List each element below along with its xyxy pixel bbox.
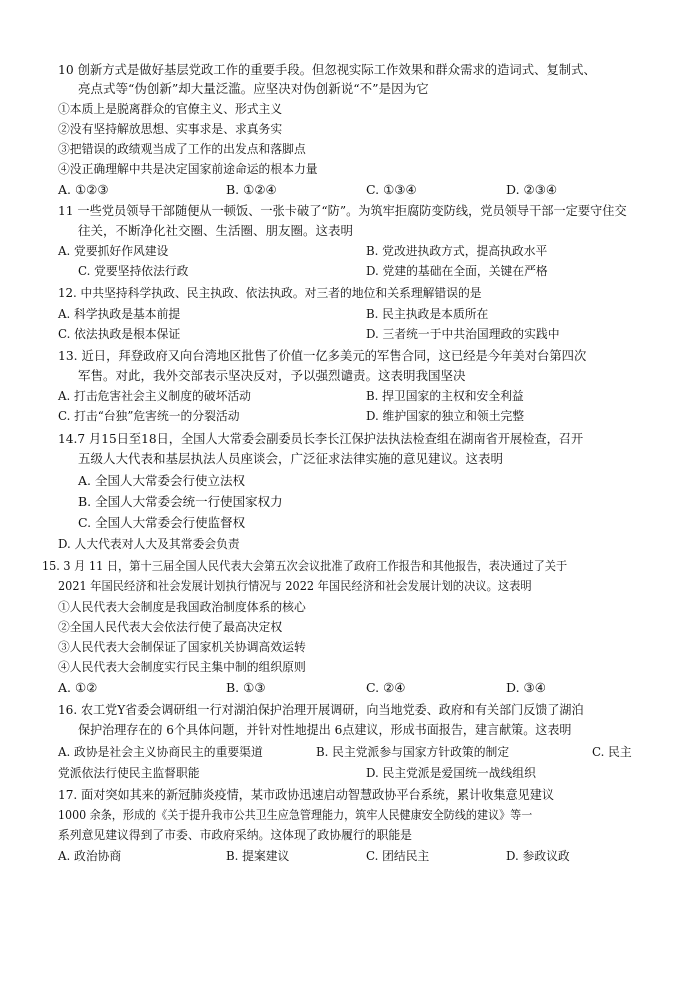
question-14-stem: 五级人大代表和基层执法人员座谈会，广泛征求法律实施的意见建议。这表明 (78, 451, 504, 466)
question-16-stem: 16. 农工党Y省委会调研组一行对湖泊保护治理开展调研，向当地党委、政府和有关部门反馈了湖泊 (58, 702, 584, 717)
option-d: D. 人大代表对人大及其常委会负责 (58, 537, 240, 551)
option-c: C. 打击“台独”危害统一的分裂活动 (58, 409, 240, 423)
question-10-statement: ②没有坚持解放思想、实事求是、求真务实 (58, 122, 283, 136)
question-14-stem: 14.7 月15日至18日，全国人大常委会副委员长李长江保护法执法检查组在湖南省开展检查，召开 (58, 431, 584, 446)
option-c: C. ②④ (366, 680, 406, 695)
option-c: C. 党要坚持依法行政 (78, 264, 189, 278)
question-10-stem: 亮点式等“伪创新”却大量泛滥。应坚决对伪创新说“不”是因为它 (78, 81, 429, 96)
question-17-stem: 系列意见建议得到了市委、市政府采纳。这体现了政协履行的职能是 (58, 828, 412, 842)
option-a: A. ①②③ (58, 182, 109, 197)
question-16-stem: 保护治理存在的 6个具体问题，并针对性地提出 6点建议，形成书面报告，建言献策。这表明 (78, 722, 572, 737)
option-d: D. 维护国家的独立和领土完整 (366, 409, 525, 423)
option-b: B. ①③ (226, 680, 266, 695)
question-13-stem: 13. 近日，拜登政府又向台湾地区批售了价值一亿多美元的军售合同，这已经是今年美对台第四次 (58, 348, 587, 363)
option-a: A. 政治协商 (58, 849, 122, 863)
option-a: A. 科学执政是基本前提 (58, 307, 181, 321)
question-10-statement: ③把错误的政绩观当成了工作的出发点和落脚点 (58, 142, 306, 156)
option-b: B. 捍卫国家的主权和安全利益 (366, 389, 524, 403)
question-12-stem: 12. 中共坚持科学执政、民主执政、依法执政。对三者的地位和关系理解错误的是 (58, 286, 482, 300)
option-a: A. 全国人大常委会行使立法权 (78, 473, 245, 488)
option-a: A. 政协是社会主义协商民主的重要渠道 (58, 745, 263, 759)
question-15-statement: ③人民代表大会制保证了国家机关协调高效运转 (58, 640, 306, 654)
question-15-stem: 15. 3 月 11 日，第十三届全国人民代表大会第五次会议批准了政府工作报告和其他报告，表决通过了关于 (42, 559, 568, 573)
option-c: C. ①③④ (366, 182, 417, 197)
question-17-stem: 1000 余条，形成的《关于提升我市公共卫生应急管理能力，筑牢人民健康安全防线的建议》等一 (58, 808, 533, 822)
question-10-statement: ④没正确理解中共是决定国家前途命运的根本力量 (58, 162, 318, 176)
option-d: D. 参政议政 (506, 849, 570, 863)
option-b: B. 全国人大常委会统一行使国家权力 (78, 494, 283, 509)
option-b: B. ①②④ (226, 182, 277, 197)
question-15-statement: ④人民代表大会制度实行民主集中制的组织原则 (58, 660, 306, 674)
question-17-stem: 17. 面对突如其来的新冠肺炎疫情，某市政协迅速启动智慧政协平台系统，累计收集意见建议 (58, 787, 555, 802)
option-c-continued: 党派依法行使民主监督职能 (58, 766, 200, 780)
option-b: B. 民主党派参与国家方针政策的制定 (316, 745, 510, 759)
option-a: A. 党要抓好作风建设 (58, 244, 169, 258)
question-11-stem: 11 一些党员领导干部随便从一顿饭、一张卡破了“防”。为筑牢拒腐防变防线，党员领导干部一定要守住交 (58, 203, 627, 218)
option-c: C. 民主 (592, 745, 632, 759)
question-10-statement: ①本质上是脱离群众的官僚主义、形式主义 (58, 102, 283, 116)
option-d: D. 三者统一于中共治国理政的实践中 (366, 327, 560, 341)
question-15-statement: ①人民代表大会制度是我国政治制度体系的核心 (58, 600, 306, 614)
option-d: D. ③④ (506, 680, 546, 695)
question-10-stem: 10 创新方式是做好基层党政工作的重要手段。但忽视实际工作效果和群众需求的造词式、复制式、 (58, 62, 596, 77)
option-d: D. ②③④ (506, 182, 558, 197)
option-b: B. 民主执政是本质所在 (366, 307, 489, 321)
question-15-stem: 2021 年国民经济和社会发展计划执行情况与 2022 年国民经济和社会发展计划的决议。这表明 (58, 579, 532, 593)
option-a: A. ①② (58, 680, 98, 695)
question-13-stem: 军售。对此，我外交部表示坚决反对，予以强烈谴责。这表明我国坚决 (78, 368, 466, 383)
option-c: C. 团结民主 (366, 849, 430, 863)
option-a: A. 打击危害社会主义制度的破坏活动 (58, 389, 251, 403)
option-c: C. 全国人大常委会行使监督权 (78, 515, 246, 530)
option-b: B. 党改进执政方式，提高执政水平 (366, 244, 548, 258)
option-b: B. 提案建议 (226, 849, 290, 863)
option-c: C. 依法执政是根本保证 (58, 327, 181, 341)
option-d: D. 民主党派是爱国统一战线组织 (366, 766, 536, 780)
question-11-stem: 往关，不断净化社交圈、生活圈、朋友圈。这表明 (78, 223, 354, 238)
question-15-statement: ②全国人民代表大会依法行使了最高决定权 (58, 620, 283, 634)
option-d: D. 党建的基础在全面，关键在严格 (366, 264, 548, 278)
